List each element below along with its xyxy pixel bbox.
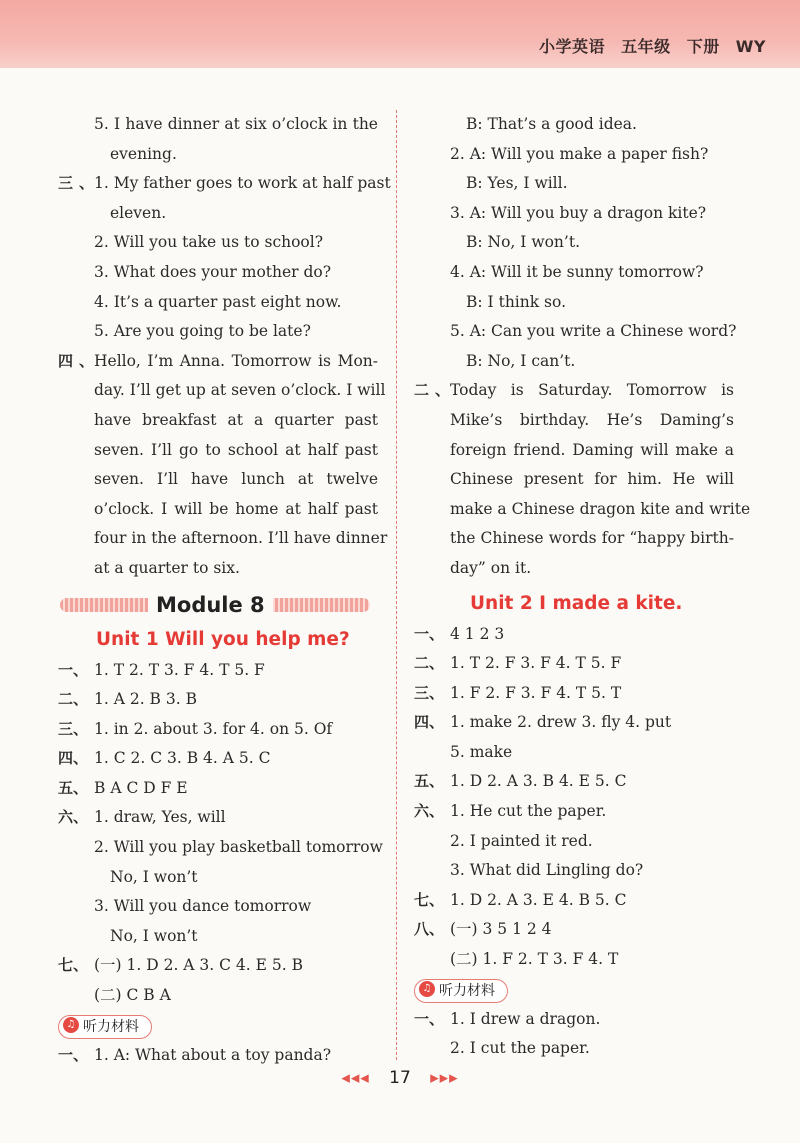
answer-text: have breakfast at a quarter past xyxy=(94,410,378,429)
answer-text: four in the afternoon. I’ll have dinner xyxy=(94,529,388,548)
answer-text: (一) 1. D 2. A 3. C 4. E 5. B xyxy=(94,956,303,975)
answer-line xyxy=(414,317,737,347)
answer-text: seven. I’ll go to school at half past xyxy=(94,440,378,459)
section-number: 八、 xyxy=(414,920,445,939)
answer-line xyxy=(414,886,734,916)
answer-line xyxy=(414,288,734,318)
answer-line xyxy=(414,110,734,140)
answer-line xyxy=(414,140,734,170)
answer-text: o’clock. I will be home at half past xyxy=(94,499,378,518)
answer-text: at a quarter to six. xyxy=(94,558,240,577)
answer-line xyxy=(58,495,378,525)
section-number: 六、 xyxy=(414,802,445,821)
answer-text: B: I think so. xyxy=(466,292,567,311)
answer-text: Chinese present for him. He will xyxy=(450,470,734,489)
answer-line xyxy=(414,258,734,288)
answer-text: 4. A: Will it be sunny tomorrow? xyxy=(450,262,704,281)
answer-line xyxy=(414,524,734,554)
section-number: 七、 xyxy=(414,890,445,909)
unit-1-title: Unit 1 Will you help me? xyxy=(96,628,350,650)
listening-material-badge xyxy=(414,979,508,1003)
answer-line xyxy=(414,406,734,436)
answer-line xyxy=(414,708,734,738)
answer-line xyxy=(414,767,734,797)
section-number: 二、 xyxy=(414,381,450,400)
answer-line xyxy=(58,981,378,1011)
next-arrows-icon: ▶▶▶ xyxy=(430,1071,459,1085)
answer-line xyxy=(58,376,386,406)
answer-line xyxy=(414,945,734,975)
answer-text: 2. I painted it red. xyxy=(450,831,593,850)
answer-line xyxy=(414,436,734,466)
answer-text: 1. draw, Yes, will xyxy=(94,808,226,827)
answer-text: 4. It’s a quarter past eight now. xyxy=(94,292,342,311)
answer-text: B: Yes, I will. xyxy=(466,174,568,193)
answer-line xyxy=(414,856,734,886)
section-number: 六、 xyxy=(58,808,89,827)
answer-text: 5. make xyxy=(450,742,513,761)
answer-line xyxy=(414,1034,734,1064)
answer-line xyxy=(58,922,378,952)
answer-text: 3. What did Lingling do? xyxy=(450,861,644,880)
headphones-icon: ♫ xyxy=(419,981,435,997)
answer-text: 1. I drew a dragon. xyxy=(450,1009,601,1028)
listening-material-label: 听力材料 xyxy=(439,982,495,999)
answer-line xyxy=(58,951,378,981)
answer-line xyxy=(58,656,378,686)
answer-text: evening. xyxy=(110,144,177,163)
prev-arrows-icon: ◀◀◀ xyxy=(341,1071,370,1085)
answer-line xyxy=(414,376,734,406)
answer-text: 5. I have dinner at six o’clock in the xyxy=(94,115,378,133)
answer-line xyxy=(414,228,734,258)
section-number: 三、 xyxy=(414,683,445,702)
answer-line xyxy=(58,715,378,745)
answer-line xyxy=(414,915,734,945)
answer-text: Today is Saturday. Tomorrow is xyxy=(450,381,734,400)
answer-text: B: That’s a good idea. xyxy=(466,115,637,133)
answer-line xyxy=(414,199,734,229)
section-number: 一、 xyxy=(58,1045,89,1064)
answer-text: 1. A: What about a toy panda? xyxy=(94,1045,332,1064)
left-column xyxy=(58,110,391,1070)
answer-line xyxy=(58,199,378,229)
answer-text: make a Chinese dragon kite and write xyxy=(450,499,751,518)
answer-text: the Chinese words for “happy birth- xyxy=(450,529,734,548)
answer-text: 3. A: Will you buy a dragon kite? xyxy=(450,203,707,222)
answer-line xyxy=(414,169,734,199)
answer-line xyxy=(414,649,734,679)
right-column xyxy=(414,110,751,1064)
column-divider xyxy=(396,110,397,1060)
left-last-lines xyxy=(58,1041,378,1071)
answer-line xyxy=(414,679,734,709)
section-number: 四、 xyxy=(58,351,94,370)
answer-text: 5. A: Can you write a Chinese word? xyxy=(450,322,737,341)
answer-text: day” on it. xyxy=(450,558,532,577)
answer-text: day. I’ll get up at seven o’clock. I will xyxy=(94,381,386,400)
answer-line xyxy=(58,803,378,833)
answer-line xyxy=(58,347,378,377)
section-number: 三、 xyxy=(58,719,89,738)
section-number: 一、 xyxy=(58,660,89,679)
listening-material-badge xyxy=(58,1015,152,1039)
answer-text: (一) 3 5 1 2 4 xyxy=(450,920,552,939)
right-bottom-lines xyxy=(414,620,734,975)
answer-text: foreign friend. Daming will make a xyxy=(450,440,734,459)
answer-text: 2. Will you take us to school? xyxy=(94,233,324,252)
section-number: 四、 xyxy=(414,713,445,732)
headphones-icon: ♫ xyxy=(63,1017,79,1033)
answer-line xyxy=(414,738,734,768)
answer-text: 1. T 2. T 3. F 4. T 5. F xyxy=(94,660,265,679)
answer-text: 1. He cut the paper. xyxy=(450,802,607,821)
answer-text: 2. A: Will you make a paper fish? xyxy=(450,144,709,163)
answer-text: 3. What does your mother do? xyxy=(94,262,332,281)
answer-text: (二) C B A xyxy=(94,986,171,1005)
answer-text: 1. D 2. A 3. E 4. B 5. C xyxy=(450,890,627,909)
answer-text: 1. F 2. F 3. F 4. T 5. T xyxy=(450,683,622,702)
answer-line xyxy=(58,110,378,140)
answer-line xyxy=(58,833,383,863)
answer-text: 1. make 2. drew 3. fly 4. put xyxy=(450,713,672,732)
answer-line xyxy=(414,495,751,525)
answer-line xyxy=(58,685,378,715)
page-footer xyxy=(0,1068,800,1088)
answer-line xyxy=(58,288,378,318)
answer-text: B: No, I won’t. xyxy=(466,233,581,252)
page-number: 17 xyxy=(389,1068,411,1088)
answer-line xyxy=(414,554,734,584)
answer-text: 1. A 2. B 3. B xyxy=(94,690,197,709)
answer-text: B: No, I can’t. xyxy=(466,351,576,370)
answer-line xyxy=(58,317,378,347)
answer-line xyxy=(58,228,378,258)
answer-text: Hello, I’m Anna. Tomorrow is Mon- xyxy=(94,351,378,370)
section-number: 一、 xyxy=(414,1009,445,1028)
answer-text: 1. in 2. about 3. for 4. on 5. Of xyxy=(94,719,333,738)
section-number: 五、 xyxy=(414,772,445,791)
module-banner xyxy=(58,590,378,622)
answer-line xyxy=(58,554,378,584)
left-bottom-lines xyxy=(58,656,383,1011)
answer-text: eleven. xyxy=(110,203,167,222)
answer-text: (二) 1. F 2. T 3. F 4. T xyxy=(450,950,619,969)
answer-line xyxy=(58,1041,378,1071)
listening-material-label: 听力材料 xyxy=(83,1018,139,1035)
answer-text: 1. C 2. C 3. B 4. A 5. C xyxy=(94,749,271,768)
answer-text: No, I won’t xyxy=(110,926,198,945)
answer-text: Mike’s birthday. He’s Daming’s xyxy=(450,410,734,429)
module-title: Module 8 xyxy=(148,590,273,620)
section-number: 二、 xyxy=(58,690,89,709)
answer-text: seven. I’ll have lunch at twelve xyxy=(94,470,378,489)
section-number: 七、 xyxy=(58,956,89,975)
answer-text: 1. T 2. F 3. F 4. T 5. F xyxy=(450,654,622,673)
right-last-lines xyxy=(414,1005,734,1064)
answer-line xyxy=(58,436,378,466)
answer-line xyxy=(58,774,378,804)
answer-text: 4 1 2 3 xyxy=(450,624,505,643)
answer-text: 3. Will you dance tomorrow xyxy=(94,897,312,916)
section-number: 三、 xyxy=(58,174,94,193)
left-top-lines xyxy=(58,110,391,584)
answer-line xyxy=(58,406,378,436)
answer-line xyxy=(414,797,734,827)
section-number: 一、 xyxy=(414,624,445,643)
section-number: 四、 xyxy=(58,749,89,768)
answer-line xyxy=(58,169,391,199)
answer-line xyxy=(58,258,378,288)
answer-text: 1. D 2. A 3. B 4. E 5. C xyxy=(450,772,627,791)
answer-line xyxy=(414,620,734,650)
answer-text: No, I won’t xyxy=(110,867,198,886)
answer-line xyxy=(58,465,378,495)
answer-line xyxy=(414,1005,734,1035)
answer-line xyxy=(58,744,378,774)
answer-text: B A C D F E xyxy=(94,778,188,797)
answer-text: 1. My father goes to work at half past xyxy=(94,174,391,193)
answer-line xyxy=(414,465,734,495)
unit-2-title: Unit 2 I made a kite. xyxy=(470,592,683,614)
book-title: 小学英语 五年级 下册 WY xyxy=(539,37,766,56)
section-number: 五、 xyxy=(58,778,89,797)
answer-line xyxy=(58,140,378,170)
answer-line xyxy=(414,347,734,377)
section-number: 二、 xyxy=(414,654,445,673)
answer-line xyxy=(58,524,388,554)
answer-line xyxy=(58,863,378,893)
answer-text: 2. Will you play basketball tomorrow xyxy=(94,838,383,857)
answer-line xyxy=(58,892,378,922)
right-top-lines xyxy=(414,110,751,584)
answer-text: 2. I cut the paper. xyxy=(450,1039,590,1058)
answer-line xyxy=(414,827,734,857)
answer-text: 5. Are you going to be late? xyxy=(94,322,311,341)
